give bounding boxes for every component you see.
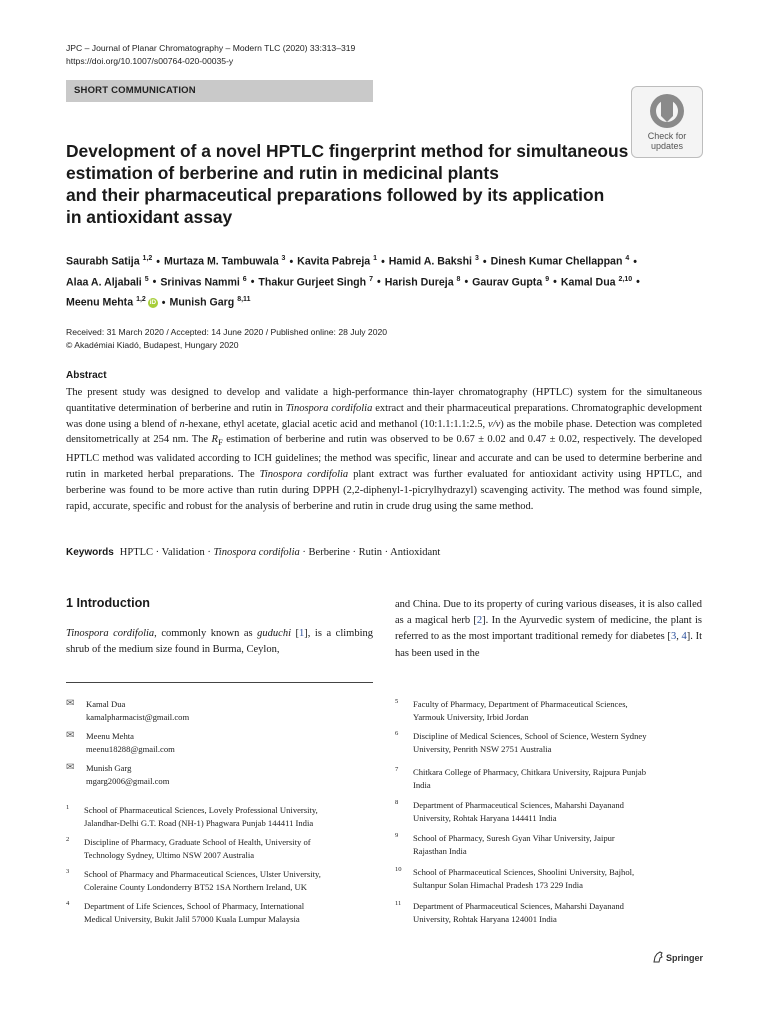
author-name[interactable]: Kamal Dua — [560, 276, 616, 289]
intro-text: ]. In the Ayurvedic system of medicine, the plant is referred to as the most important traditional remedy for diabetes [ — [395, 615, 702, 643]
author-name[interactable]: Alaa A. Aljabali — [66, 276, 142, 289]
affiliation-line: India — [413, 780, 431, 790]
title-line: and their pharmaceutical preparations followed by its application — [66, 185, 605, 205]
affiliation-line: Medical University, Bukit Jalil 57000 Kuala Lumpur Malaysia — [84, 914, 300, 924]
section-heading-introduction: 1 Introduction — [66, 596, 150, 610]
footnote-divider — [66, 682, 373, 683]
affiliation-number: 4 — [66, 900, 70, 907]
affiliation-line: University, Rohtak Haryana 124001 India — [413, 914, 557, 924]
badge-line-2: updates — [650, 141, 684, 151]
affiliation — [395, 766, 695, 792]
author-affiliation: 8 — [456, 275, 461, 283]
affiliation — [395, 900, 695, 926]
intro-text: , — [676, 631, 682, 643]
affiliation — [395, 832, 695, 858]
affiliation-line: University, Penrith NSW 2751 Australia — [413, 744, 552, 754]
author-separator: • — [553, 276, 557, 289]
species-name: Tinospora cordifolia — [259, 469, 349, 481]
author-separator: • — [152, 276, 157, 289]
intro-text: , commonly known as — [154, 628, 258, 639]
abstract-text: ) as the mobile phase. Detection was completed densitometrically at 254 nm. The — [66, 418, 702, 446]
abstract-text: extract and their pharmaceutical preparations. Chromatographic development was done using a blend of — [66, 402, 702, 430]
author-name[interactable]: Saurabh Satija — [66, 255, 140, 268]
correspondent-email[interactable]: kamalpharmacist@gmail.com — [86, 712, 190, 722]
correspondent-name: Munish Garg — [86, 763, 132, 773]
keyword-list: HPTLC · Validation · — [119, 547, 214, 558]
author-separator: • — [464, 276, 469, 289]
rf-symbol: R — [211, 434, 218, 446]
author-name[interactable]: Munish Garg — [169, 296, 235, 309]
keyword-species: Tinospora cordifolia — [213, 547, 300, 558]
author-separator: • — [289, 255, 294, 268]
affiliation-number: 8 — [395, 799, 399, 806]
author-affiliation: 1,2 — [136, 296, 146, 304]
intro-text: and China. Due to its property of curing various diseases, it is also called as a magical herb [ — [395, 599, 702, 627]
author-separator: • — [381, 255, 385, 268]
correspondence-entry — [66, 762, 366, 788]
author-affiliation: 8,11 — [237, 296, 251, 304]
abstract-text: The present study was designed to develop and validate a high-performance thin-layer chromatography (HPTLC) system for the simultaneous quantitative determination of berberine and rutin in — [66, 387, 702, 414]
publisher-logo — [652, 951, 703, 963]
correspondence-entry — [66, 730, 366, 756]
author-name[interactable]: Gaurav Gupta — [472, 276, 543, 289]
author-separator: • — [250, 276, 255, 289]
affiliation — [395, 866, 695, 892]
species-name: Tinospora cordifolia — [285, 402, 373, 414]
author-separator: • — [376, 276, 381, 289]
author-affiliation: 1 — [373, 255, 378, 262]
author-affiliation: 9 — [545, 275, 550, 283]
citation-link[interactable]: 1 — [299, 628, 305, 639]
author-affiliation: 2,10 — [618, 275, 633, 283]
rf-subscript: F — [217, 437, 223, 448]
affiliation-line: Jalandhar-Delhi G.T. Road (NH-1) Phagwara Punjab 144411 India — [84, 818, 314, 828]
keywords — [66, 546, 440, 560]
article-title — [66, 140, 641, 228]
author-affiliation: 3 — [281, 255, 286, 262]
author-list — [66, 250, 706, 312]
keyword-list: · Berberine · Rutin · Antioxidant — [299, 547, 441, 558]
citation-link[interactable]: 2 — [476, 615, 483, 627]
affiliation-line: Yarmouk University, Irbid Jordan — [413, 712, 529, 722]
intro-text: ], is a climbing shrub of the medium size found in Burma, Ceylon, — [66, 628, 373, 656]
affiliation — [66, 868, 366, 894]
author-name[interactable]: Murtaza M. Tambuwala — [164, 255, 279, 268]
intro-text: ]. It has been used in the — [395, 631, 702, 659]
copyright-line: © Akadémiai Kiadó, Budapest, Hungary 2020 — [66, 340, 239, 350]
envelope-icon: ✉ — [66, 762, 75, 773]
affiliation-line: School of Pharmaceutical Sciences, Shoolini University, Bajhol, — [413, 867, 635, 877]
affiliation-number: 11 — [395, 900, 402, 907]
springer-horse-logo-icon — [652, 951, 664, 963]
title-line: in antioxidant assay — [66, 207, 233, 227]
author-affiliation: 1,2 — [142, 255, 153, 262]
affiliation-line: Coleraine County Londonderry BT52 1SA Northern Ireland, UK — [84, 882, 307, 892]
publisher-name: Springer — [666, 953, 704, 963]
author-affiliation: 7 — [369, 275, 373, 283]
abstract-text: -hexane, ethyl acetate, glacial acetic acid and methanol (10:1.1:1.1:2.5, — [184, 418, 489, 430]
affiliation-line: Discipline of Pharmacy, Graduate School of Health, University of — [84, 837, 311, 847]
correspondence-entry — [66, 698, 366, 724]
affiliation-line: Sultanpur Solan Himachal Pradesh 173 229 India — [413, 880, 583, 890]
affiliation — [395, 698, 695, 724]
author-name[interactable]: Hamid A. Bakshi — [388, 255, 472, 268]
check-for-updates-badge[interactable] — [631, 86, 703, 158]
doi-link[interactable]: https://doi.org/10.1007/s00764-020-00035-y — [66, 56, 234, 66]
author-name[interactable]: Srinivas Nammi — [160, 276, 240, 289]
affiliation-line: Discipline of Medical Sciences, School of Science, Western Sydney — [413, 731, 647, 741]
author-name[interactable]: Dinesh Kumar Chellappan — [490, 255, 623, 268]
affiliation-number: 5 — [395, 698, 399, 705]
affiliation-line: University, Rohtak Haryana 144411 India — [413, 813, 557, 823]
affiliation-number: 1 — [66, 804, 70, 811]
affiliation-number: 6 — [395, 730, 399, 737]
author-affiliation: 6 — [242, 275, 247, 283]
check-for-updates-icon — [647, 91, 687, 131]
title-line: estimation of berberine and rutin in medicinal plants — [66, 163, 499, 183]
intro-column-1 — [66, 626, 373, 658]
journal-header — [66, 42, 355, 68]
species-name: Tinospora cordifolia — [66, 628, 155, 639]
author-affiliation: 4 — [625, 255, 630, 262]
author-separator: • — [636, 276, 640, 289]
affiliation-line: School of Pharmacy, Suresh Gyan Vihar University, Jaipur — [413, 833, 615, 843]
received-accepted-published: Received: 31 March 2020 / Accepted: 14 June 2020 / Published online: 28 July 2020 — [66, 327, 388, 337]
affiliation-number: 2 — [66, 836, 70, 843]
envelope-icon: ✉ — [66, 698, 75, 709]
affiliation-line: School of Pharmacy and Pharmaceutical Sciences, Ulster University, — [84, 869, 321, 879]
author-separator: • — [156, 255, 160, 268]
author-separator: • — [633, 255, 637, 268]
affiliation — [395, 799, 695, 825]
article-type-banner — [66, 80, 373, 102]
affiliation-line: Chitkara College of Pharmacy, Chitkara University, Rajpura Punjab — [413, 767, 647, 777]
orcid-icon[interactable]: iD — [149, 298, 157, 306]
affiliation-line: Technology Sydney, Ultimo NSW 2007 Australia — [84, 850, 255, 860]
author-name[interactable]: Meenu Mehta — [66, 296, 134, 309]
publication-dates — [66, 326, 387, 352]
author-affiliation: 3 — [474, 255, 479, 262]
intro-column-2 — [395, 597, 702, 662]
affiliation-line: Department of Pharmaceutical Sciences, Maharshi Dayanand — [413, 901, 624, 911]
correspondent-email[interactable]: meenu18288@gmail.com — [86, 744, 175, 754]
abstract-heading: Abstract — [66, 370, 107, 381]
author-affiliation: 5 — [144, 275, 149, 283]
affiliation-number: 3 — [66, 868, 70, 875]
affiliation — [395, 730, 695, 756]
affiliation-number: 10 — [395, 866, 402, 873]
abstract-body — [66, 385, 702, 514]
author-separator: • — [482, 255, 487, 268]
affiliation-line: School of Pharmaceutical Sciences, Lovely Professional University, — [84, 805, 318, 815]
abstract-text: estimation of berberine and rutin was observed to be 0.67 ± 0.02 and 0.47 ± 0.02, respectively. The developed HPTLC method was validated according to ICH guidelines; the method was specific, linear and accurate and can be used to determine berberine and rutin in marketed herbal preparations. The — [66, 434, 702, 481]
affiliation-line: Faculty of Pharmacy, Department of Pharmaceutical Sciences, — [413, 699, 628, 709]
correspondent-name: Meenu Mehta — [86, 731, 134, 741]
affiliation-line: Department of Life Sciences, School of Pharmacy, International — [84, 901, 305, 911]
ratio-unit: v/v — [488, 418, 501, 430]
affiliation — [66, 804, 366, 830]
article-type-label: SHORT COMMUNICATION — [74, 85, 196, 96]
italic-n: n — [179, 418, 185, 430]
correspondent-name: Kamal Dua — [86, 699, 126, 709]
abstract-text: plant extract was further evaluated for antioxidant activity using HPTLC, and berberine was found to be more active than rutin during DPPH (2,2-diphenyl-1-picrylhydrazyl) scavenging activity. The method was found simple, rapid, accurate, specific and robust for the analysis of berberine and rutin in crude drug using the same method. — [66, 469, 702, 512]
author-name[interactable]: Harish Dureja — [384, 276, 454, 289]
affiliation-number: 7 — [395, 766, 399, 773]
keywords-label: Keywords — [66, 547, 114, 558]
author-name[interactable]: Kavita Pabreja — [297, 255, 371, 268]
badge-line-1: Check for — [647, 131, 687, 141]
correspondent-email[interactable]: mgarg2006@gmail.com — [86, 776, 170, 786]
journal-citation: JPC – Journal of Planar Chromatography – Modern TLC (2020) 33:313–319 — [66, 43, 356, 53]
affiliation — [66, 900, 366, 926]
author-name[interactable]: Thakur Gurjeet Singh — [258, 276, 367, 289]
citation-link[interactable]: 3 — [670, 631, 677, 643]
intro-text: [ — [291, 628, 300, 639]
affiliation-line: Department of Pharmaceutical Sciences, Maharshi Dayanand — [413, 800, 624, 810]
affiliation — [66, 836, 366, 862]
affiliation-number: 9 — [395, 832, 399, 839]
common-name: guduchi — [257, 628, 291, 639]
envelope-icon: ✉ — [66, 730, 75, 741]
affiliation-line: Rajasthan India — [413, 846, 467, 856]
author-separator: • — [161, 296, 166, 309]
title-line: Development of a novel HPTLC fingerprint method for simultaneous — [66, 141, 629, 161]
citation-link[interactable]: 4 — [681, 631, 687, 643]
